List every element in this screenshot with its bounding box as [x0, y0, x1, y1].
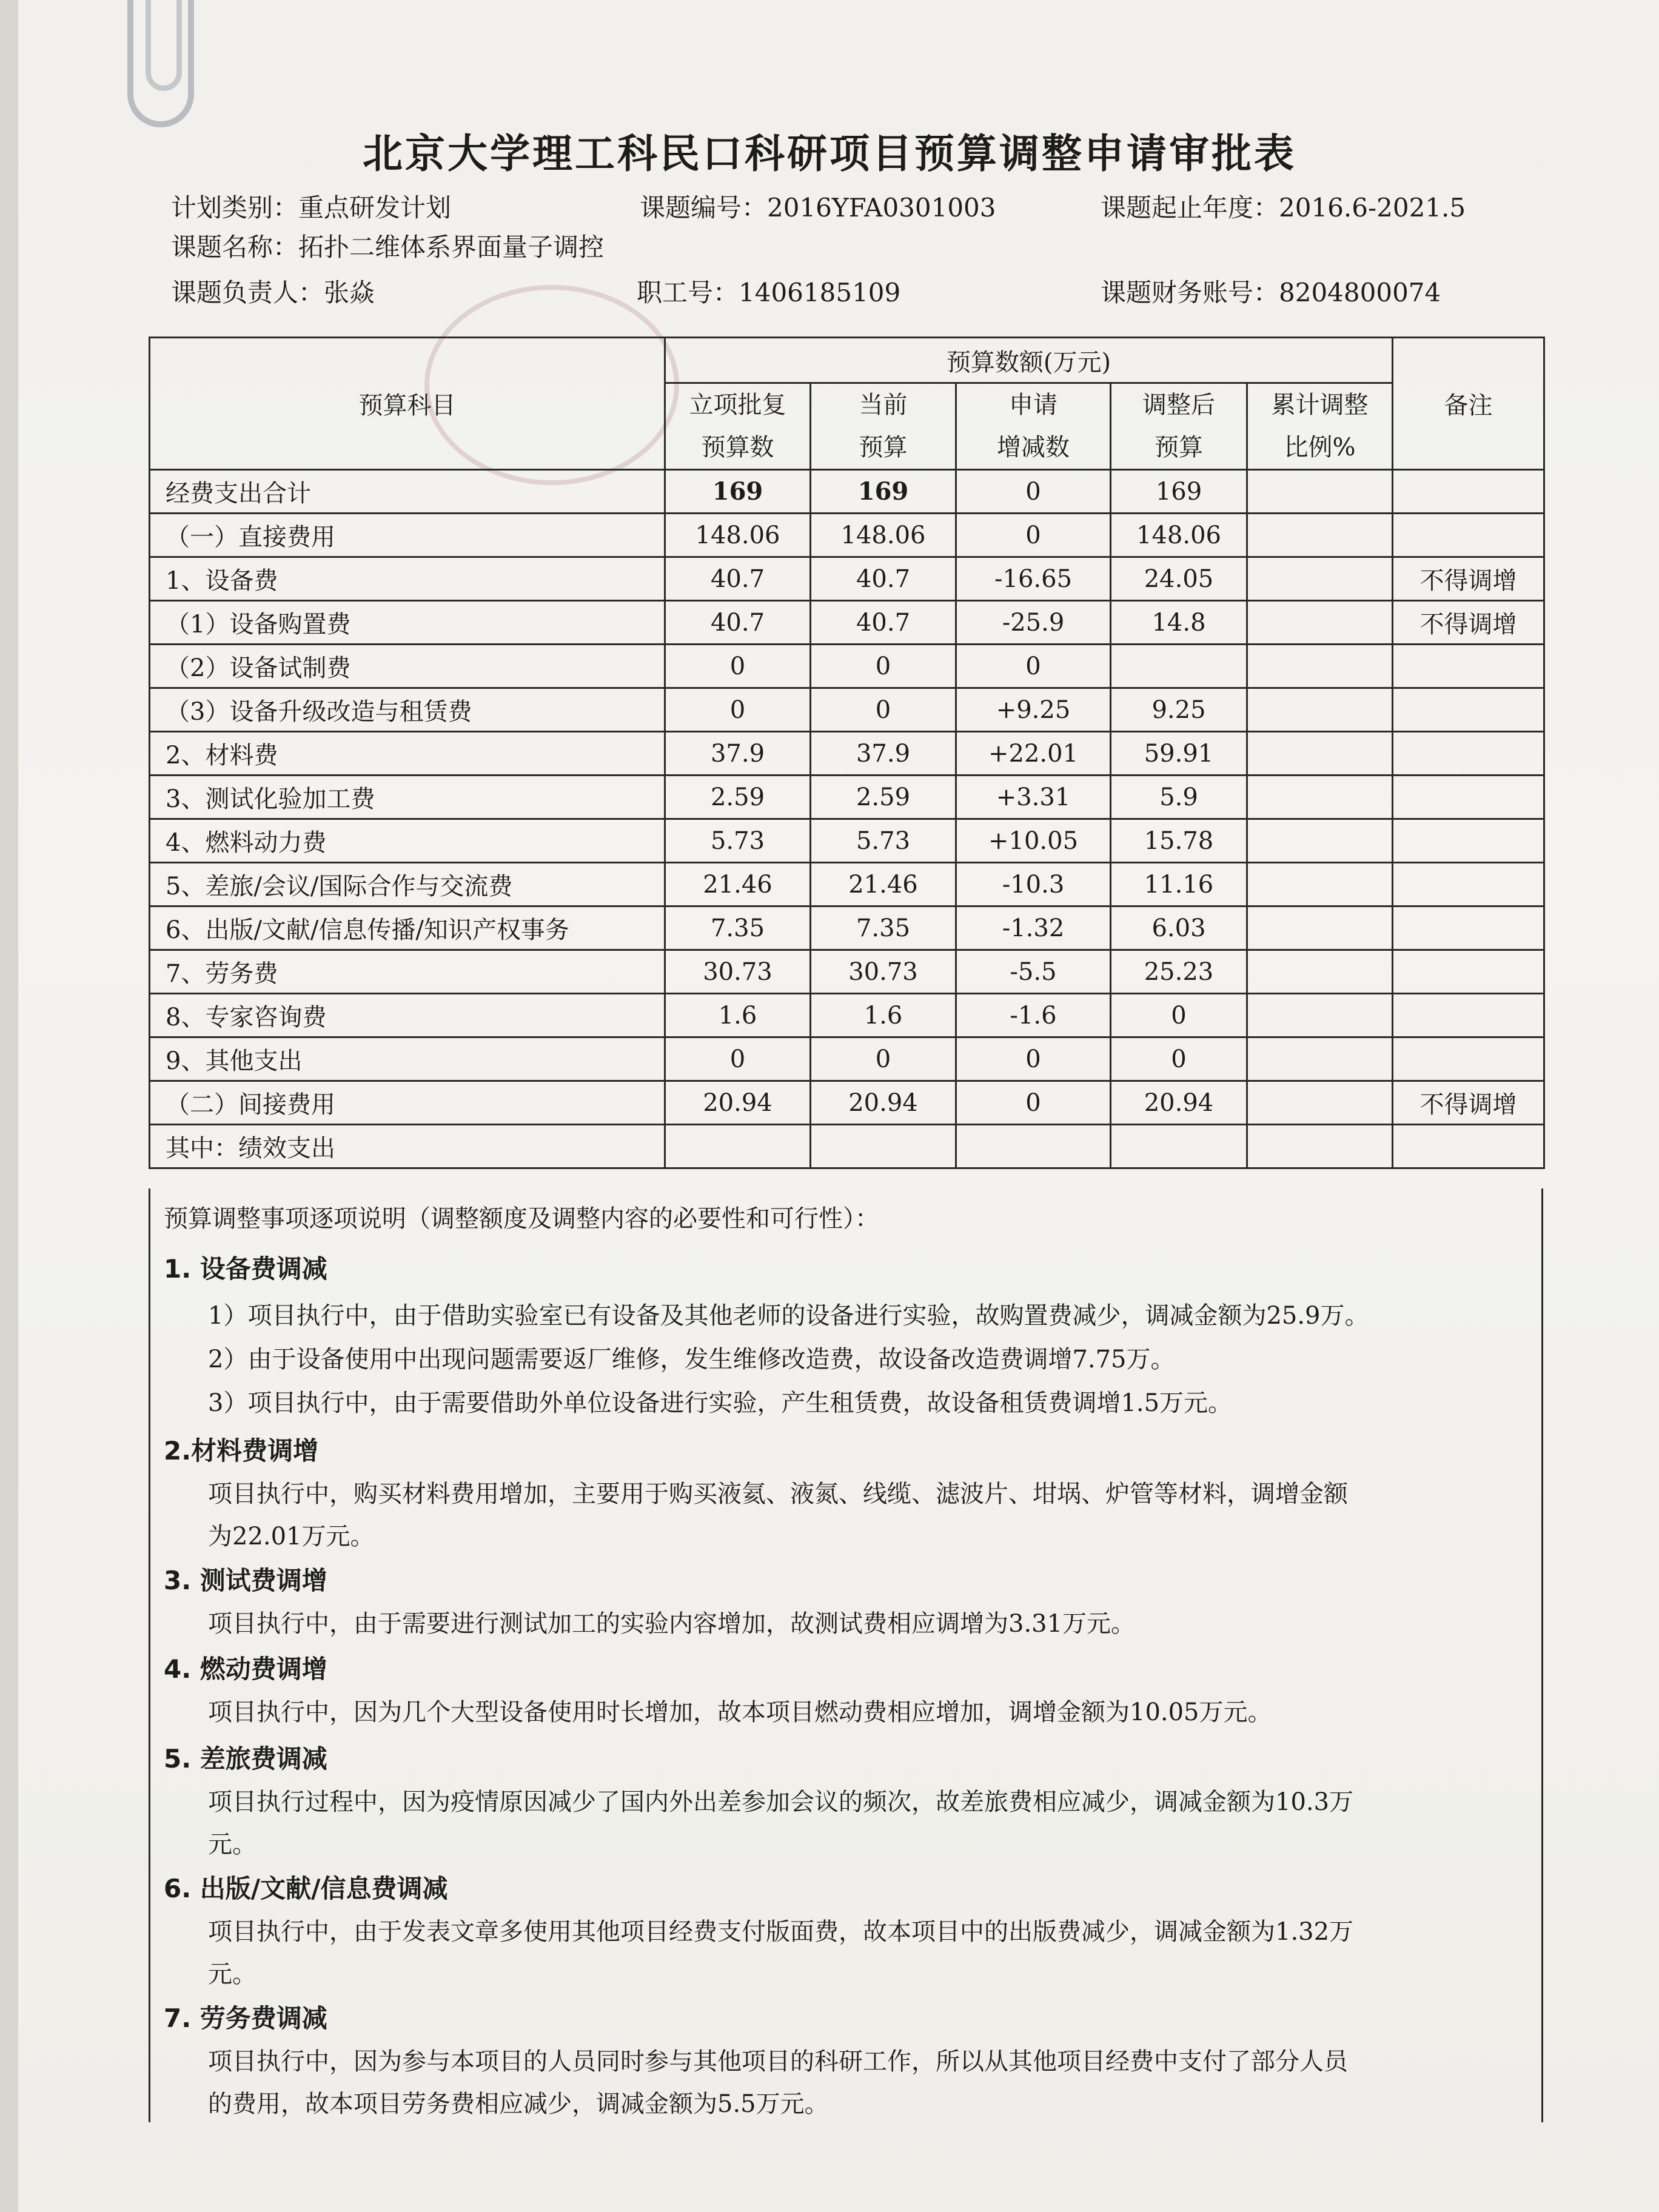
row-change: +3.31 — [956, 776, 1111, 819]
table-row — [150, 994, 1544, 1037]
row-change: -1.32 — [956, 907, 1111, 950]
row-remark — [1393, 863, 1544, 907]
row-approved: 0 — [665, 688, 811, 732]
section-1-line-3: 3）项目执行中，由于需要借助外单位设备进行实验，产生租赁费，故设备租赁费调增1.5万元。 — [208, 1389, 1233, 1417]
row-adjusted: 24.05 — [1111, 557, 1247, 601]
row-remark — [1393, 470, 1544, 514]
project-name — [171, 227, 604, 264]
table-row — [150, 819, 1544, 863]
section-6-title: 6. 出版/文献/信息费调减 — [164, 1874, 448, 1903]
row-ratio — [1247, 557, 1393, 601]
row-change: 0 — [956, 1037, 1111, 1081]
row-current: 0 — [811, 1037, 956, 1081]
project-name-value: 拓扑二维体系界面量子调控 — [298, 232, 605, 262]
col-adjusted-line1: 调整后 — [1142, 391, 1215, 419]
row-approved: 1.6 — [665, 994, 811, 1037]
row-adjusted: 0 — [1111, 994, 1247, 1037]
row-ratio — [1247, 732, 1393, 776]
plan-type-value: 重点研发计划 — [298, 193, 452, 223]
section-6-line-1: 项目执行中，由于发表文章多使用其他项目经费支付版面费，故本项目中的出版费减少，调减金额为1.32万 — [208, 1918, 1354, 1946]
col-change-line1: 申请 — [1009, 391, 1057, 419]
col-current-line2: 预算 — [859, 434, 908, 461]
row-subject: 6、出版/文献/信息传播/知识产权事务 — [150, 907, 665, 950]
row-ratio — [1247, 1081, 1393, 1125]
staff-number — [637, 273, 900, 309]
section-7-line-1: 项目执行中，因为参与本项目的人员同时参与其他项目的科研工作，所以从其他项目经费中支付了部分人员 — [208, 2048, 1348, 2076]
row-remark — [1393, 645, 1544, 688]
table-row — [150, 950, 1544, 994]
row-adjusted: 0 — [1111, 1037, 1247, 1081]
row-adjusted: 5.9 — [1111, 776, 1247, 819]
section-3-line-1: 项目执行中，由于需要进行测试加工的实验内容增加，故测试费相应调增为3.31万元。 — [208, 1610, 1136, 1638]
row-current: 7.35 — [811, 907, 956, 950]
row-change: +10.05 — [956, 819, 1111, 863]
row-current: 5.73 — [811, 819, 956, 863]
row-ratio — [1247, 819, 1393, 863]
project-number — [640, 188, 996, 224]
project-name-label: 课题名称： — [171, 232, 299, 262]
row-subject: 5、差旅/会议/国际合作与交流费 — [150, 863, 665, 907]
row-ratio — [1247, 1125, 1393, 1168]
section-1-line-1: 1）项目执行中，由于借助实验室已有设备及其他老师的设备进行实验，故购置费减少，调减金额为25.9万。 — [208, 1302, 1369, 1330]
section-5-line-2: 元。 — [208, 1831, 256, 1858]
row-change — [956, 1125, 1111, 1168]
row-current: 1.6 — [811, 994, 956, 1037]
row-remark — [1393, 819, 1544, 863]
row-current: 2.59 — [811, 776, 956, 819]
table-row — [150, 1081, 1544, 1125]
row-ratio — [1247, 950, 1393, 994]
row-change: +9.25 — [956, 688, 1111, 732]
table-row — [150, 688, 1544, 732]
staff-number-label: 职工号： — [637, 278, 739, 307]
project-leader — [171, 273, 375, 309]
row-adjusted: 59.91 — [1111, 732, 1247, 776]
row-remark: 不得调增 — [1393, 557, 1544, 601]
table-row — [150, 907, 1544, 950]
table-row — [150, 863, 1544, 907]
row-remark — [1393, 994, 1544, 1037]
row-ratio — [1247, 645, 1393, 688]
row-adjusted: 148.06 — [1111, 514, 1247, 557]
finance-account — [1101, 273, 1441, 309]
col-approved-header — [665, 383, 811, 470]
table-row — [150, 776, 1544, 819]
project-period — [1101, 188, 1466, 224]
row-remark — [1393, 688, 1544, 732]
col-current-header — [811, 383, 956, 470]
row-subject: 8、专家咨询费 — [150, 994, 665, 1037]
table-header-row — [150, 338, 1544, 383]
row-remark — [1393, 732, 1544, 776]
col-change-header — [956, 383, 1111, 470]
subject-header: 预算科目 — [150, 338, 665, 470]
project-number-value: 2016YFA0301003 — [767, 193, 996, 223]
row-adjusted — [1111, 645, 1247, 688]
col-approved-line2: 预算数 — [701, 434, 774, 461]
section-7-title: 7. 劳务费调减 — [164, 2003, 327, 2033]
row-subject: 9、其他支出 — [150, 1037, 665, 1081]
section-2-line-2: 为22.01万元。 — [208, 1523, 375, 1550]
section-7-line-2: 的费用，故本项目劳务费相应减少，调减金额为5.5万元。 — [208, 2090, 829, 2118]
row-current: 148.06 — [811, 514, 956, 557]
row-subject: 经费支出合计 — [150, 470, 665, 514]
col-ratio-line1: 累计调整 — [1271, 391, 1369, 419]
row-change: +22.01 — [956, 732, 1111, 776]
section-3-title: 3. 测试费调增 — [164, 1566, 327, 1595]
row-change: -25.9 — [956, 601, 1111, 645]
paper-clip-inner — [146, 0, 182, 91]
row-subject: 1、设备费 — [150, 557, 665, 601]
row-subject: 7、劳务费 — [150, 950, 665, 994]
row-change: 0 — [956, 514, 1111, 557]
table-row — [150, 601, 1544, 645]
row-current: 40.7 — [811, 601, 956, 645]
amount-header: 预算数额(万元) — [665, 338, 1393, 383]
row-approved: 20.94 — [665, 1081, 811, 1125]
row-approved: 40.7 — [665, 557, 811, 601]
table-row — [150, 1037, 1544, 1081]
row-remark — [1393, 907, 1544, 950]
row-remark — [1393, 1125, 1544, 1168]
row-approved: 30.73 — [665, 950, 811, 994]
col-adjusted-line2: 预算 — [1155, 434, 1203, 461]
row-approved: 21.46 — [665, 863, 811, 907]
row-current: 20.94 — [811, 1081, 956, 1125]
row-subject: （3）设备升级改造与租赁费 — [150, 688, 665, 732]
table-row — [150, 557, 1544, 601]
row-current: 0 — [811, 688, 956, 732]
row-ratio — [1247, 514, 1393, 557]
notes-intro: 预算调整事项逐项说明（调整额度及调整内容的必要性和可行性）： — [164, 1205, 879, 1233]
row-subject: 3、测试化验加工费 — [150, 776, 665, 819]
project-period-label: 课题起止年度： — [1101, 193, 1279, 223]
row-current: 21.46 — [811, 863, 956, 907]
section-4-line-1: 项目执行中，因为几个大型设备使用时长增加，故本项目燃动费相应增加，调增金额为10.05万元。 — [208, 1698, 1272, 1726]
row-remark: 不得调增 — [1393, 1081, 1544, 1125]
row-approved: 5.73 — [665, 819, 811, 863]
row-current: 40.7 — [811, 557, 956, 601]
row-adjusted: 25.23 — [1111, 950, 1247, 994]
staff-number-value: 1406185109 — [739, 278, 901, 307]
row-remark — [1393, 514, 1544, 557]
row-current: 37.9 — [811, 732, 956, 776]
col-ratio-line2: 比例% — [1284, 434, 1356, 461]
table-row — [150, 645, 1544, 688]
col-ratio-header — [1247, 383, 1393, 470]
row-subject: （1）设备购置费 — [150, 601, 665, 645]
section-4-title: 4. 燃动费调增 — [164, 1654, 327, 1684]
project-leader-label: 课题负责人： — [171, 278, 324, 307]
project-period-value: 2016.6-2021.5 — [1279, 193, 1466, 223]
row-ratio — [1247, 994, 1393, 1037]
section-6-line-2: 元。 — [208, 1960, 256, 1988]
row-approved: 37.9 — [665, 732, 811, 776]
row-approved: 0 — [665, 1037, 811, 1081]
row-adjusted: 20.94 — [1111, 1081, 1247, 1125]
budget-table — [149, 337, 1545, 1169]
row-adjusted: 14.8 — [1111, 601, 1247, 645]
section-1-line-2: 2）由于设备使用中出现问题需要返厂维修，发生维修改造费，故设备改造费调增7.75万。 — [208, 1346, 1175, 1373]
section-5-title: 5. 差旅费调减 — [164, 1744, 327, 1774]
row-ratio — [1247, 776, 1393, 819]
row-remark — [1393, 1037, 1544, 1081]
row-remark — [1393, 950, 1544, 994]
row-change: -16.65 — [956, 557, 1111, 601]
row-current — [811, 1125, 956, 1168]
row-approved — [665, 1125, 811, 1168]
row-remark: 不得调增 — [1393, 601, 1544, 645]
row-change: -1.6 — [956, 994, 1111, 1037]
project-number-label: 课题编号： — [640, 193, 768, 223]
section-1-title: 1. 设备费调减 — [164, 1254, 327, 1284]
row-adjusted: 9.25 — [1111, 688, 1247, 732]
finance-account-label: 课题财务账号： — [1101, 278, 1279, 307]
row-change: -5.5 — [956, 950, 1111, 994]
row-change: 0 — [956, 645, 1111, 688]
row-approved: 169 — [665, 470, 811, 514]
col-adjusted-header — [1111, 383, 1247, 470]
row-ratio — [1247, 688, 1393, 732]
row-ratio — [1247, 1037, 1393, 1081]
col-change-line2: 增减数 — [997, 434, 1070, 461]
section-2-line-1: 项目执行中，购买材料费用增加，主要用于购买液氦、液氮、线缆、滤波片、坩埚、炉管等材料，调增金额 — [208, 1480, 1348, 1508]
row-adjusted — [1111, 1125, 1247, 1168]
row-approved: 40.7 — [665, 601, 811, 645]
row-change: -10.3 — [956, 863, 1111, 907]
adjustment-notes — [149, 1188, 1543, 2122]
row-ratio — [1247, 601, 1393, 645]
row-current: 0 — [811, 645, 956, 688]
plan-type — [171, 188, 451, 224]
row-subject: （2）设备试制费 — [150, 645, 665, 688]
row-approved: 0 — [665, 645, 811, 688]
row-subject: （一）直接费用 — [150, 514, 665, 557]
section-5-line-1: 项目执行过程中，因为疫情原因减少了国内外出差参加会议的频次，故差旅费相应减少，调减金额为10.3万 — [208, 1788, 1354, 1816]
table-row — [150, 470, 1544, 514]
col-current-line1: 当前 — [859, 391, 908, 419]
row-current: 169 — [811, 470, 956, 514]
remark-header: 备注 — [1393, 338, 1544, 470]
table-row — [150, 1125, 1544, 1168]
row-adjusted: 6.03 — [1111, 907, 1247, 950]
project-leader-value: 张焱 — [324, 278, 375, 307]
col-approved-line1: 立项批复 — [689, 391, 786, 419]
row-adjusted: 15.78 — [1111, 819, 1247, 863]
row-adjusted: 169 — [1111, 470, 1247, 514]
row-ratio — [1247, 470, 1393, 514]
page-title: 北京大学理工科民口科研项目预算调整申请审批表 — [363, 130, 1296, 177]
row-adjusted: 11.16 — [1111, 863, 1247, 907]
finance-account-value: 8204800074 — [1279, 278, 1441, 307]
row-subject: 4、燃料动力费 — [150, 819, 665, 863]
row-ratio — [1247, 907, 1393, 950]
row-subject: （二）间接费用 — [150, 1081, 665, 1125]
row-approved: 2.59 — [665, 776, 811, 819]
table-row — [150, 514, 1544, 557]
row-subject: 其中：绩效支出 — [150, 1125, 665, 1168]
row-current: 30.73 — [811, 950, 956, 994]
row-change: 0 — [956, 1081, 1111, 1125]
row-approved: 7.35 — [665, 907, 811, 950]
plan-type-label: 计划类别： — [171, 193, 299, 223]
row-ratio — [1247, 863, 1393, 907]
row-subject: 2、材料费 — [150, 732, 665, 776]
row-approved: 148.06 — [665, 514, 811, 557]
table-row — [150, 732, 1544, 776]
section-2-title: 2.材料费调增 — [164, 1436, 319, 1466]
row-change: 0 — [956, 470, 1111, 514]
row-remark — [1393, 776, 1544, 819]
